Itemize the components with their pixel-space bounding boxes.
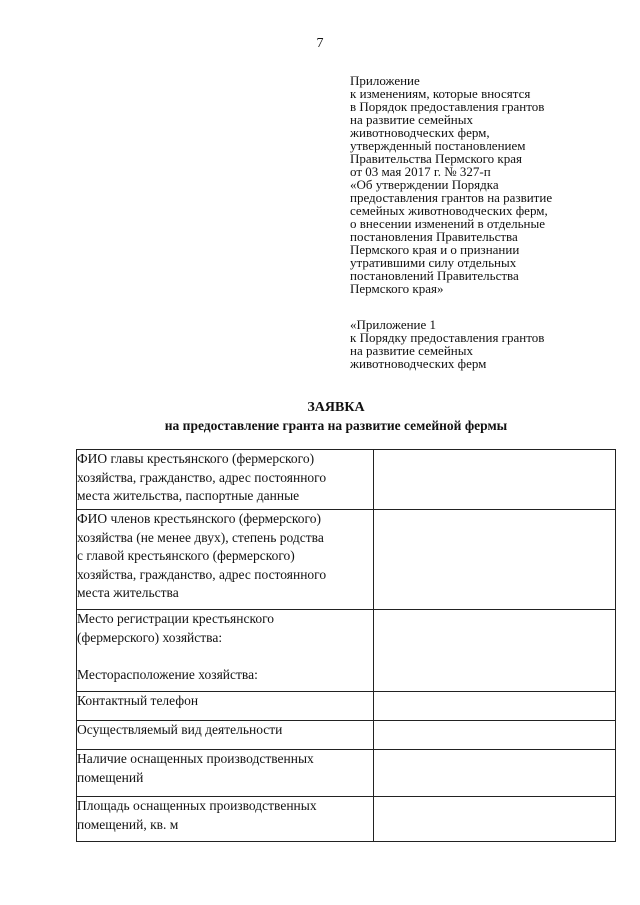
row-label-line: помещений, кв. м — [77, 816, 179, 832]
appendix-header-line: утратившими силу отдельных — [350, 255, 517, 270]
value-field-premises-area[interactable] — [373, 797, 615, 842]
form-subtitle: на предоставление гранта на развитие семейной фермы — [164, 418, 508, 433]
row-label-line: Месторасположение хозяйства: — [77, 666, 258, 682]
appendix-header-line: от 03 мая 2017 г. № 327-п — [350, 164, 491, 179]
appendix-sub-line: к Порядку предоставления грантов — [350, 330, 545, 345]
appendix-header-line: постановления Правительства — [350, 229, 518, 244]
appendix-sub-line: «Приложение 1 — [350, 317, 437, 332]
row-label-registration-location — [77, 610, 374, 692]
appendix-header-line: Приложение — [350, 73, 420, 88]
appendix-header-line: Пермского края и о признании — [350, 242, 520, 257]
row-label-line: хозяйства, гражданство, адрес постоянного — [77, 566, 327, 582]
appendix-header-line: предоставления грантов на развитие — [350, 190, 553, 205]
row-label-contact-phone — [77, 692, 374, 721]
row-label-spacer — [77, 647, 373, 666]
value-field-registration-location[interactable] — [373, 610, 615, 692]
row-label-line: Наличие оснащенных производственных — [77, 751, 314, 766]
page-number: 7 — [316, 36, 324, 51]
appendix-header-line: «Об утверждении Порядка — [350, 177, 499, 192]
table-row — [77, 797, 616, 842]
row-label-line: места жительства — [77, 585, 179, 600]
table-row — [77, 450, 616, 510]
row-label-line: Площадь оснащенных производственных — [77, 798, 317, 813]
row-label-line: помещений — [77, 769, 144, 785]
row-label-line: ФИО членов крестьянского (фермерского) — [77, 511, 321, 526]
value-field-activity-type[interactable] — [373, 721, 615, 750]
appendix-header-line: животноводческих ферм, — [350, 125, 490, 140]
row-label-line: места жительства, паспортные данные — [77, 488, 300, 503]
appendix-header-line: о внесении изменений в отдельные — [350, 216, 545, 231]
appendix-sub-line: на развитие семейных — [350, 343, 473, 358]
value-field-head-of-farm[interactable] — [373, 450, 615, 510]
form-title: ЗАЯВКА — [307, 400, 365, 415]
table-row — [77, 610, 616, 692]
row-label-line: хозяйства (не менее двух), степень родства — [77, 529, 324, 545]
value-field-production-premises[interactable] — [373, 750, 615, 797]
row-label-premises-area — [77, 797, 374, 842]
appendix-header-line: на развитие семейных — [350, 112, 473, 127]
appendix-header-line: Правительства Пермского края — [350, 151, 522, 166]
value-field-farm-members[interactable] — [373, 510, 615, 610]
appendix-header-line: в Порядок предоставления грантов — [350, 99, 545, 114]
appendix-header-line: Пермского края» — [350, 281, 444, 296]
row-label-line: (фермерского) хозяйства: — [77, 629, 223, 645]
row-label-line: хозяйства, гражданство, адрес постоянного — [77, 469, 327, 485]
row-label-line: Контактный телефон — [77, 693, 199, 708]
table-row — [77, 750, 616, 797]
appendix-header-line: к изменениям, которые вносятся — [350, 86, 531, 101]
row-label-line: Место регистрации крестьянского — [77, 611, 275, 626]
appendix-header — [350, 74, 610, 295]
row-label-line: ФИО главы крестьянского (фермерского) — [77, 451, 315, 466]
row-label-activity-type — [77, 721, 374, 750]
table-row — [77, 692, 616, 721]
value-field-contact-phone[interactable] — [373, 692, 615, 721]
table-row — [77, 721, 616, 750]
row-label-production-premises — [77, 750, 374, 797]
appendix-header-line: утвержденный постановлением — [350, 138, 526, 153]
appendix-header-line: семейных животноводческих ферм, — [350, 203, 548, 218]
row-label-head-of-farm — [77, 450, 374, 510]
row-label-farm-members — [77, 510, 374, 610]
appendix-sub-line: животноводческих ферм — [350, 356, 487, 371]
appendix-sub-header — [350, 318, 610, 370]
appendix-header-line: постановлений Правительства — [350, 268, 519, 283]
application-form-table — [76, 449, 616, 842]
row-label-line: с главой крестьянского (фермерского) — [77, 548, 295, 563]
table-row — [77, 510, 616, 610]
row-label-line: Осуществляемый вид деятельности — [77, 722, 283, 737]
